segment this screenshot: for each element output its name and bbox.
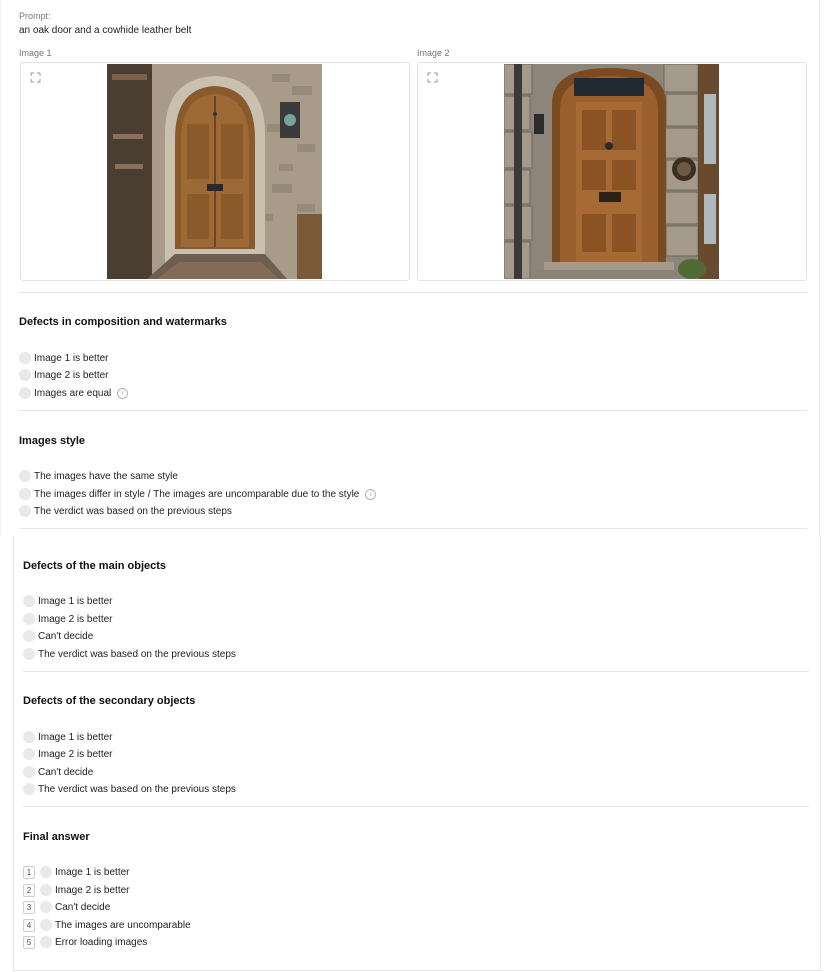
radio-button[interactable] [19,470,31,482]
final-option-error-loading[interactable]: 5 Error loading images [23,935,147,949]
task-panel-bottom [13,536,821,971]
divider [23,806,809,807]
radio-button[interactable] [19,387,31,399]
image-1-photo [107,64,322,279]
radio-button[interactable] [19,352,31,364]
radio-button[interactable] [23,731,35,743]
radio-button[interactable] [23,783,35,795]
radio-button[interactable] [40,901,52,913]
radio-button[interactable] [19,369,31,381]
section-title-final-answer: Final answer [23,831,90,843]
image-2-container [417,62,807,281]
info-icon[interactable]: i [117,388,128,399]
radio-button[interactable] [23,613,35,625]
radio-button[interactable] [23,630,35,642]
hotkey-badge: 5 [23,936,35,949]
section-title-main-objects: Defects of the main objects [23,560,167,572]
final-option-cant-decide[interactable]: 3 Can't decide [23,900,110,914]
section-title-style: Images style [19,435,86,447]
image-1-label: Image 1 [19,48,52,58]
radio-button[interactable] [19,505,31,517]
radio-button[interactable] [23,766,35,778]
composition-option-equal[interactable]: Images are equal i [19,386,128,400]
radio-button[interactable] [23,748,35,760]
secondary-objects-option-cant-decide[interactable]: Can't decide [23,765,93,779]
hotkey-badge: 4 [23,919,35,932]
secondary-objects-option-image-2-better[interactable]: Image 2 is better [23,747,112,761]
prompt-text: an oak door and a cowhide leather belt [19,25,192,36]
composition-option-image-2-better[interactable]: Image 2 is better [19,368,108,382]
divider [19,292,807,293]
secondary-objects-option-image-1-better[interactable]: Image 1 is better [23,730,112,744]
hotkey-badge: 1 [23,866,35,879]
section-title-composition: Defects in composition and watermarks [19,316,227,328]
style-option-same[interactable]: The images have the same style [19,469,178,483]
image-2-label: Image 2 [417,48,450,58]
radio-button[interactable] [23,595,35,607]
divider [19,528,807,529]
secondary-objects-option-previous-steps[interactable]: The verdict was based on the previous steps [23,782,236,796]
final-option-image-1-better[interactable]: 1 Image 1 is better [23,865,129,879]
final-option-uncomparable[interactable]: 4 The images are uncomparable [23,918,191,932]
main-objects-option-cant-decide[interactable]: Can't decide [23,629,93,643]
main-objects-option-image-1-better[interactable]: Image 1 is better [23,594,112,608]
divider [23,671,809,672]
radio-button[interactable] [19,488,31,500]
hotkey-badge: 3 [23,901,35,914]
radio-button[interactable] [40,866,52,878]
divider [19,410,807,411]
expand-icon[interactable] [30,72,41,83]
radio-button[interactable] [23,648,35,660]
style-option-differ[interactable]: The images differ in style / The images are uncomparable due to the style i [19,487,376,501]
composition-option-image-1-better[interactable]: Image 1 is better [19,351,108,365]
radio-button[interactable] [40,884,52,896]
main-objects-option-previous-steps[interactable]: The verdict was based on the previous steps [23,647,236,661]
style-option-previous-steps[interactable]: The verdict was based on the previous steps [19,504,232,518]
radio-button[interactable] [40,919,52,931]
prompt-label: Prompt: [19,11,51,21]
radio-button[interactable] [40,936,52,948]
image-2-photo [504,64,719,279]
info-icon[interactable]: i [365,489,376,500]
section-title-secondary-objects: Defects of the secondary objects [23,695,196,707]
expand-icon[interactable] [427,72,438,83]
hotkey-badge: 2 [23,884,35,897]
image-1-container [20,62,410,281]
main-objects-option-image-2-better[interactable]: Image 2 is better [23,612,112,626]
final-option-image-2-better[interactable]: 2 Image 2 is better [23,883,129,897]
